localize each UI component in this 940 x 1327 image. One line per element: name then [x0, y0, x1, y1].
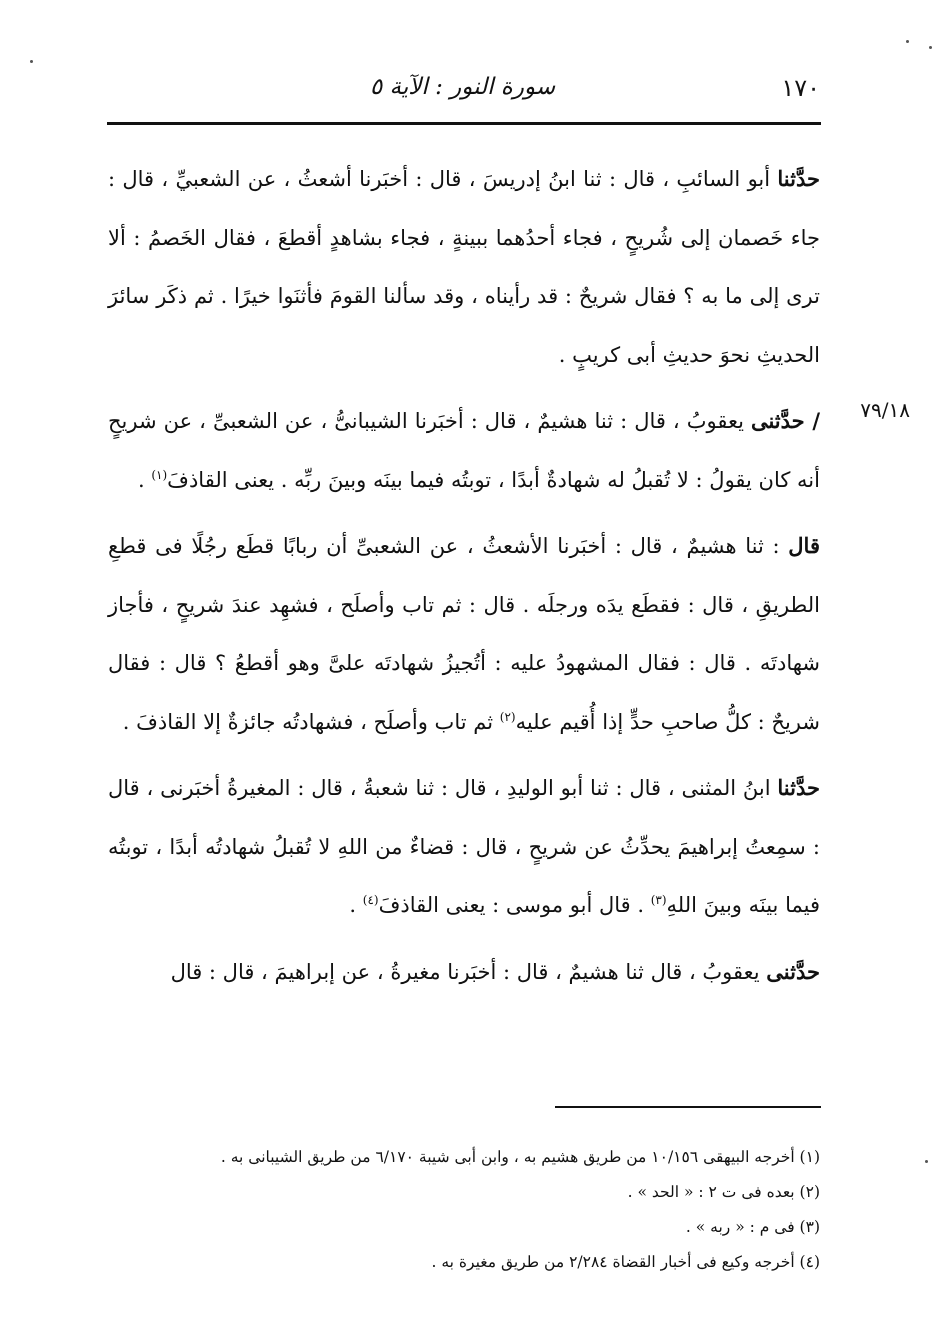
footnote-marker: (٢) — [499, 709, 516, 724]
scan-speck — [925, 1160, 928, 1163]
footnote-rule — [555, 1106, 821, 1108]
paragraph-lead: / حدَّثنى — [750, 408, 820, 433]
paragraph-text: يعقوبُ ، قال ثنا هشيمٌ ، قال : أخبَرنا مغيرةُ ، عن إبراهيمَ ، قال : قال — [170, 959, 767, 984]
footnote: (١) أخرجه البيهقى ١٠/١٥٦ من طريق هشيم به ، وابن أبى شيبة ٦/١٧٠ من طريق الشيبانى به . — [220, 1148, 820, 1166]
paragraph-text: أبو السائبِ ، قال : ثنا ابنُ إدريسَ ، قال : أخبَرنا أشعثُ ، عن الشعبيِّ ، قال : جاء خَصمان إلى شُريحٍ ، فجاء أحدُهما ببينةٍ ، فجاء بشاهدٍ أقطعَ ، فقال الخَصمُ : ألا ترى إلى ما به ؟ فقال شريحٌ : قد رأيناه ، وقد سألنا القومَ فأثنَوا خيرًا . ثم ذكَر سائرَ الحديثِ نحوَ حديثِ أبى كريبٍ . — [108, 167, 820, 367]
paragraph-lead: حدَّثنى — [766, 958, 820, 984]
paragraph-text: : ثنا هشيمٌ ، قال : أخبَرنا الأشعثُ ، عن الشعبىِّ أن ربابًا قطَع رجُلًا فى قطعِ الطريقِ ، قال : فقطَع يدَه ورجلَه . قال : ثم تاب وأصلَح ، فشهِد عندَ شريحٍ ، فأجاز شهادتَه . قال : فقال المشهودُ عليه : أتُجيزُ شهادتَه علىَّ وهو أقطعُ ؟ قال : فقال شريحٌ : كلُّ صاحبِ حدٍّ إذا أُقيم عليه — [108, 534, 820, 734]
footnote-marker: (٤) — [362, 893, 379, 907]
scan-speck — [929, 46, 932, 49]
paragraph-tail: . قال أبو موسى : يعنى القاذفَ — [378, 893, 651, 917]
footnote: (٤) أخرجه وكيع فى أخبار القضاة ٢/٢٨٤ من طريق مغيرة به . — [431, 1253, 820, 1271]
paragraph-lead: حدَّثنا — [777, 775, 820, 800]
footnotes — [108, 1140, 820, 1280]
margin-reference: ٧٩/١٨ — [860, 398, 910, 422]
paragraph — [108, 150, 820, 384]
paragraph-text: ابنُ المثنى ، قال : ثنا أبو الوليدِ ، قال : ثنا شعبةُ ، قال : المغيرةُ أخبَرنى ، قال : سمِعتُ إبراهيمَ يحدِّثُ عن شريحٍ ، قال : قضاءٌ من اللهِ لا تُقبلُ شهادتُه أبدًا ، توبتُه فيما بينَه وبينَ اللهِ — [108, 776, 820, 917]
footnote-marker: (١) — [151, 467, 168, 482]
paragraph-lead: قال — [788, 533, 820, 558]
page-number: ١٧٠ — [781, 74, 820, 102]
page-header — [105, 72, 820, 108]
paragraph — [108, 943, 820, 1002]
paragraph-tail: ثم تاب وأصلَح ، فشهادتُه جائزةٌ إلا القاذفَ . — [122, 709, 500, 734]
main-text — [108, 150, 820, 1009]
paragraph-tail: . — [349, 893, 363, 917]
paragraph — [108, 759, 820, 935]
paragraph — [108, 517, 820, 751]
scan-speck — [906, 40, 909, 43]
footnote: (٢) بعده فى ت ٢ : « الحد » . — [627, 1183, 820, 1201]
scan-speck — [30, 60, 33, 63]
header-rule — [107, 122, 821, 125]
footnote: (٣) فى م : « ربه » . — [685, 1218, 820, 1236]
paragraph-text: يعقوبُ ، قال : ثنا هشيمٌ ، قال : أخبَرنا الشيبانىُّ ، عن الشعبىِّ ، عن شريحٍ أنه كان يقولُ : لا تُقبلُ له شهادةٌ أبدًا ، توبتُه فيما بينَه وبينَ ربِّه . يعنى القاذفَ — [108, 409, 820, 492]
paragraph-tail: . — [137, 467, 152, 492]
paragraph — [108, 392, 820, 509]
running-title: سورة النور : الآية ٥ — [369, 74, 556, 100]
footnote-marker: (٣) — [650, 893, 667, 907]
paragraph-lead: حدَّثنا — [777, 166, 820, 191]
